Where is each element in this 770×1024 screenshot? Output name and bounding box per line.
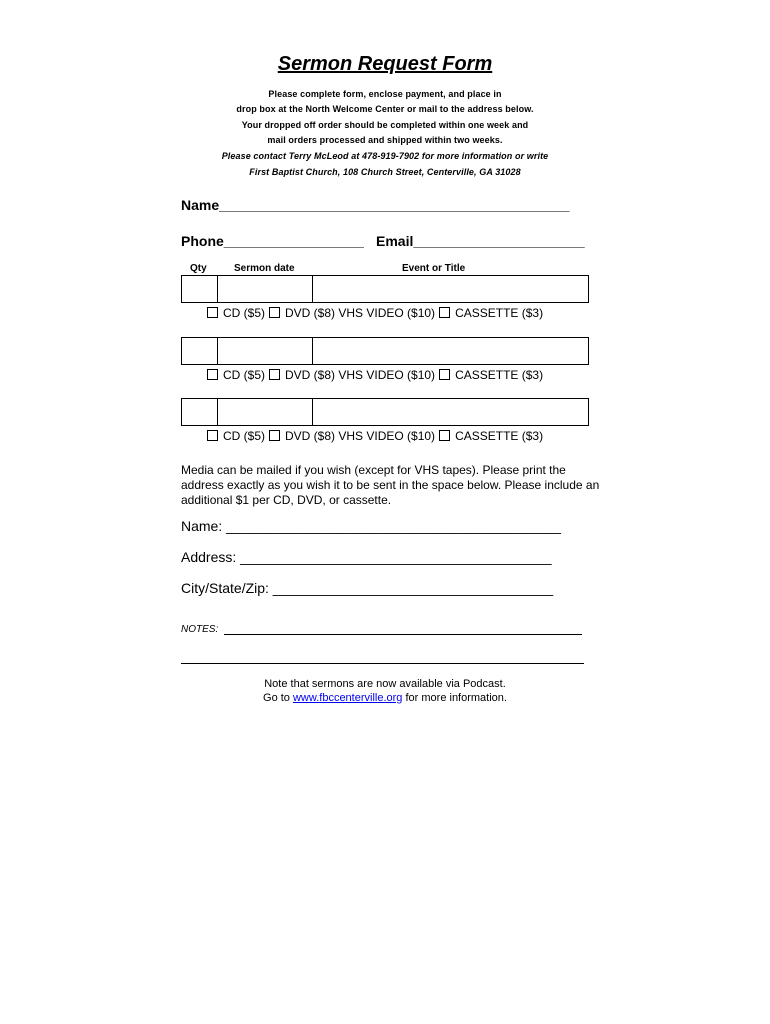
dvd-vhs-option-label: DVD ($8) VHS VIDEO ($10) [285, 368, 436, 382]
cd-option-label: CD ($5) [223, 429, 266, 443]
intro-line: Please complete form, enclose payment, and place in [268, 89, 502, 99]
event-title-cell[interactable] [313, 276, 589, 303]
form-title: Sermon Request Form [277, 53, 493, 75]
intro-line: Your dropped off order should be completed within one week and [241, 120, 529, 130]
more-info-text: for more information. [405, 692, 507, 704]
website-line [0, 691, 770, 705]
event-title-cell[interactable] [313, 399, 589, 426]
notes-line[interactable] [181, 663, 584, 664]
dvd-checkbox[interactable] [269, 369, 280, 380]
notes-line[interactable] [224, 634, 582, 635]
intro-line: drop box at the North Welcome Center or mail to the address below. [236, 104, 534, 114]
sermon-date-cell[interactable] [218, 338, 313, 365]
dvd-vhs-option-label: DVD ($8) VHS VIDEO ($10) [285, 429, 436, 443]
mail-name-field[interactable]: Name: ___________________________________________ [181, 518, 561, 534]
mail-address-field[interactable]: Address: ________________________________________ [181, 549, 552, 565]
cassette-option-label: CASSETTE ($3) [455, 368, 544, 382]
event-title-cell[interactable] [313, 338, 589, 365]
media-options-row [207, 429, 543, 443]
intro-line: mail orders processed and shipped within two weeks. [267, 135, 503, 145]
event-title-header: Event or Title [402, 263, 466, 274]
intro-line: Please contact Terry McLeod at 478-919-7902 for more information or write [221, 151, 549, 161]
cassette-checkbox[interactable] [439, 307, 450, 318]
qty-cell[interactable] [182, 276, 218, 303]
cassette-option-label: CASSETTE ($3) [455, 429, 544, 443]
request-row-table [181, 275, 589, 303]
media-options-row [207, 306, 543, 320]
dvd-checkbox[interactable] [269, 430, 280, 441]
sermon-date-header: Sermon date [234, 263, 295, 274]
request-row-table [181, 398, 589, 426]
sermon-date-cell[interactable] [218, 399, 313, 426]
sermon-date-cell[interactable] [218, 276, 313, 303]
phone-field[interactable]: Phone__________________ [181, 233, 364, 249]
name-field[interactable]: Name_____________________________________________ [181, 197, 570, 213]
notes-label: NOTES: [181, 624, 219, 635]
website-link[interactable]: www.fbccenterville.org [292, 692, 403, 704]
go-to-text: Go to [263, 692, 290, 704]
podcast-note: Note that sermons are now available via Podcast. [264, 678, 506, 690]
qty-header: Qty [190, 263, 207, 274]
cd-checkbox[interactable] [207, 430, 218, 441]
cassette-option-label: CASSETTE ($3) [455, 306, 544, 320]
intro-line: First Baptist Church, 108 Church Street, Centerville, GA 31028 [249, 167, 521, 177]
cassette-checkbox[interactable] [439, 369, 450, 380]
cd-checkbox[interactable] [207, 307, 218, 318]
media-options-row [207, 368, 543, 382]
cassette-checkbox[interactable] [439, 430, 450, 441]
mail-instructions: Media can be mailed if you wish (except for VHS tapes). Please print the address exactly as you wish it to be sent in the space below. Please include an additional $1 per CD, DVD, or cassette. [181, 463, 600, 507]
qty-cell[interactable] [182, 338, 218, 365]
dvd-checkbox[interactable] [269, 307, 280, 318]
cd-option-label: CD ($5) [223, 306, 266, 320]
qty-cell[interactable] [182, 399, 218, 426]
cd-option-label: CD ($5) [223, 368, 266, 382]
request-row-table [181, 337, 589, 365]
cd-checkbox[interactable] [207, 369, 218, 380]
mail-city-state-zip-field[interactable]: City/State/Zip: ____________________________________ [181, 580, 554, 596]
email-field[interactable]: Email______________________ [376, 233, 585, 249]
dvd-vhs-option-label: DVD ($8) VHS VIDEO ($10) [285, 306, 436, 320]
